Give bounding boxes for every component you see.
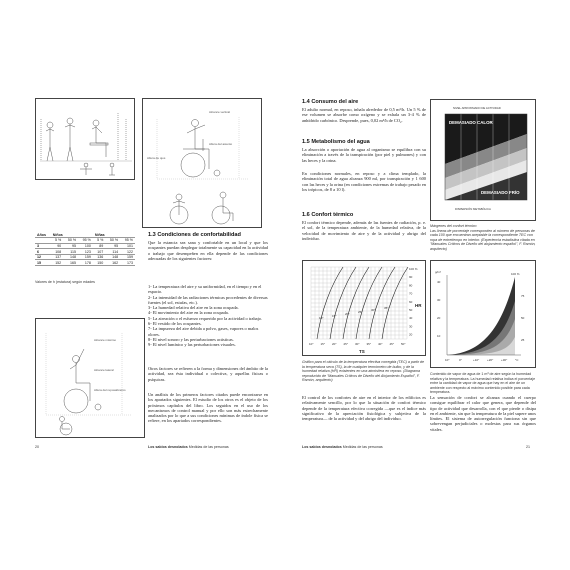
- vapor-curve-label: 100 %: [511, 272, 520, 276]
- table-cell: 148: [105, 254, 120, 260]
- vapor-y-tick: 40: [437, 280, 441, 284]
- tec-ts-tick: 15°: [320, 342, 326, 346]
- section-1-4-text: El adulto normal, en reposo, inhala alrededor de 0,5 m³/h. Un 5 % de ese volumen se absorbe como oxígeno y se exhala un 3-4 % de anhídrido carbónico. Desprende, pues, 0,02 m³/h de CO₂.: [302, 107, 426, 123]
- chart1-top-label: NIVEL APROXIMADO DE ACTIVIDAD: [453, 106, 501, 110]
- vapor-y-tick: 10: [437, 334, 441, 338]
- vapor-x-tick: 10°: [445, 358, 450, 362]
- table-cell: 95: [63, 243, 78, 249]
- section-1-6-text: El confort térmico depende, además de las fuentes de radiación, p. e. el sol, de la temperatura ambiente, de la humedad relativa, de la velocidad de movimiento de aire y de la actividad y abrigo del individuo.: [302, 220, 426, 241]
- header-cell: 50 %: [105, 238, 120, 244]
- section-title-1-5: 1.5 Metabolismo del agua: [302, 139, 370, 145]
- table-cell: 150: [93, 260, 105, 266]
- header-cell: 95 %: [78, 238, 93, 244]
- vapor-curve-label: 50: [521, 316, 525, 320]
- header-cell: 95 %: [120, 238, 135, 244]
- footer-chapter: Medidas de las personas: [342, 445, 383, 449]
- vapor-curve-label: 25: [521, 338, 525, 342]
- vapor-x-tick: +20°: [487, 358, 494, 362]
- chart-tec: [302, 260, 426, 356]
- svg-text:Alcance máximo: Alcance máximo: [94, 338, 117, 342]
- tec-curve-label: 35°: [384, 306, 389, 310]
- figure-wheelchair-top: [142, 98, 262, 228]
- tec-hr-tick: 30: [409, 324, 413, 329]
- figure-wheelchair-bottom: [35, 318, 145, 438]
- table-cell: 173: [120, 260, 135, 266]
- vapor-x-tick: °C: [515, 358, 519, 362]
- header-cell: 5 %: [93, 238, 105, 244]
- chart1-band-bottom-label: DEMASIADO FRÍO: [481, 190, 520, 195]
- height-table: [35, 232, 135, 266]
- table-cell: 90: [51, 243, 63, 249]
- tec-hr-tick: 80: [409, 283, 413, 288]
- list-item: 3- La humedad relativa del aire en la zona ocupada.: [148, 305, 239, 311]
- list-item: 8- El nivel sonoro y las perturbaciones acústicas.: [148, 336, 234, 342]
- comfort-margins-svg: [431, 100, 537, 222]
- chart1-bottom-label: DISPERSIÓN METABÓLICA: [455, 207, 491, 211]
- list-item: 6- El vestido de los ocupantes.: [148, 321, 202, 327]
- chart1-bands: [445, 114, 527, 200]
- chart3-caption: Contenido de vapor de agua de 1 m³ de aire según la humedad relativa y la temperatura. La humedad relativa indica el porcentaje entre la cantidad de vapor de agua que hay en el aire de un ambiente con respecto al máximo contenido posible para cada temperatura.: [430, 372, 536, 395]
- table-cell: 3: [35, 243, 51, 249]
- list-item: 5- La aireación o el esfuerzo requerido por la actividad o trabajo.: [148, 315, 263, 321]
- list-item: 9- El nivel lumínico y las perturbaciones visuales.: [148, 342, 236, 348]
- chart-comfort-margins: [430, 99, 536, 221]
- table-cell: 12: [35, 254, 51, 260]
- section-1-5-text: La absorción o aportación de agua al organismo se equilibra con su eliminación a través de la transpiración (por piel y pulmones) y con las heces y la orina.: [302, 147, 426, 163]
- table-cell: 100: [78, 243, 93, 249]
- footer-book-title: Los sabios desnolados: [302, 445, 342, 449]
- tec-hr-tick: 90: [409, 275, 413, 280]
- right-footer: [302, 445, 383, 449]
- tec-ts-tick: 25°: [343, 342, 349, 346]
- table-cell: 6: [35, 249, 51, 255]
- list-item: 1- La temperatura del aire y su uniformidad, en el tiempo y en el espacio.: [148, 284, 262, 295]
- table-cell: 178: [78, 260, 93, 266]
- vapor-y-tick: 20: [437, 316, 441, 320]
- chart2-caption: Gráfico para el cálculo de la temperatura efectiva corregida (TEC) a partir de la temperatura seca (TS), la de cualquier termómetro de bulbo, y de la humedad relativa (HR) existentes en una atmósfera en reposo. (Diagrama reproducido de "Manuales Críticos de Diseño del Alojamiento Español", F. Ramón, arquitecto): [302, 360, 425, 383]
- table-cell: 159: [78, 254, 93, 260]
- section-1-5-text2: En condiciones normales, en reposo y a clima templado, la eliminación total de agua alcanza 900 ml, por transpiración y 1 600 con las heces y la orina (en condiciones extremas de trabajo pesado en los trópicos, de 8 a 10 l).: [302, 171, 426, 192]
- wheelchair-reach-illustration: [36, 319, 146, 439]
- header-girls: Niñas: [93, 232, 135, 238]
- tec-ts-tick: 35°: [366, 342, 372, 346]
- svg-text:Altura del asiento: Altura del asiento: [209, 142, 233, 146]
- table-cell: 123: [78, 249, 93, 255]
- table-cell: 15: [35, 260, 51, 266]
- svg-text:Altura del reposabrazos: Altura del reposabrazos: [94, 388, 126, 392]
- section-1-6-text2: El control de los confortes de aire en el interior de los edificios es relativamente sencillo, por lo que la situación de confort térmico depende de la temperatura efectiva corregida —que es el índice más significativo de la apreciación fisiológica y subjetiva de la temperatura— de la actividad y del abrigo del individuo.: [302, 395, 426, 422]
- list-item: 2- La intensidad de las radiaciones térmicas procedentes de diversas fuentes (el sol, estufas, etc.).: [148, 294, 268, 305]
- tec-right-axis-label: HR: [415, 303, 422, 308]
- section-title-1-3: 1.3 Condiciones de confortabilidad: [148, 232, 241, 238]
- vapor-curve-label: 75: [521, 294, 525, 298]
- tec-ts-tick: 50°: [401, 342, 406, 346]
- tec-x-label: TS: [359, 349, 365, 354]
- table-cell: 152: [51, 260, 63, 266]
- svg-text:Alcance lateral: Alcance lateral: [94, 368, 114, 372]
- header-cell: 50 %: [63, 238, 78, 244]
- table-cell: 137: [51, 254, 63, 260]
- vapor-chart-svg: [431, 261, 537, 369]
- header-cell: 5 %: [51, 238, 63, 244]
- wheelchair-illustration: [143, 99, 263, 229]
- figure-children-heights: [35, 98, 135, 180]
- table-cell: 95: [105, 243, 120, 249]
- footer-chapter: Medidas de las personas: [188, 445, 229, 449]
- header-boys: Niños: [51, 232, 93, 238]
- vapor-y-label: g/m³: [435, 270, 441, 274]
- section-1-3-para3: Un análisis de los primeros factores citados puede encontrarse en los apartados siguientes. El estudio de los otros es el objeto de los próximos capítulos del libro. Los seguidos en el uso de los mecanismos de control manual y por ello son más estrechamente analizados por lo que a sus condiciones mínimas de índole física se refiere, en los apartados correspondientes.: [148, 392, 268, 424]
- chart-vapor: [430, 260, 536, 368]
- tec-hr-tick: 70: [409, 291, 413, 296]
- section-1-3-intro: Que la estancia sea sana y confortable en un local y que los ocupantes puedan desplegar totalmente su capacidad en la actividad o trabajo que desempeñen en ella depende de las condiciones adecuadas de los siguientes factores:: [148, 240, 268, 261]
- chart1-caption: Márgenes del confort térmico Las líneas de porcentaje corresponden al número de personas de cada 100 que encuentran aceptable la correspondiente TEC con ropa de entretiempo en interior. (Experiencia estadística citada en "Manuales Críticos de Diseño del alojamiento español", F. Ramón, arquitecto): [430, 224, 536, 251]
- table-caption: Valores de h (estatura) según edades: [35, 280, 95, 284]
- tec-curve-label: 25°: [358, 310, 363, 314]
- tec-hr-tick: 60: [409, 299, 413, 304]
- table-cell: 115: [63, 249, 78, 255]
- left-footer: [148, 445, 229, 449]
- table-cell: 101: [120, 243, 135, 249]
- children-illustration: [36, 99, 136, 181]
- tec-chart-svg: [303, 261, 427, 357]
- section-title-1-4: 1.4 Consumo del aire: [302, 99, 359, 105]
- section-title-1-6: 1.6 Confort térmico: [302, 212, 354, 218]
- table-cell: 108: [51, 249, 63, 255]
- list-item: 7- La impureza del aire debida a polvo, gases, vapores o malos olores.: [148, 326, 259, 337]
- tec-hr-tick: 100 %: [409, 267, 418, 271]
- tec-curve-label: 15°: [332, 314, 337, 318]
- tec-ts-tick: 20°: [332, 342, 337, 346]
- right-page-number: 21: [526, 445, 530, 449]
- chart1-band-top-label: DEMASIADO CALOR: [449, 120, 493, 125]
- vapor-bands: [447, 277, 515, 355]
- table-cell: 114: [105, 249, 120, 255]
- header-age: Años: [35, 232, 51, 238]
- list-item: 4- El movimiento del aire en la zona ocupada.: [148, 310, 229, 316]
- tec-hr-tick: 40: [409, 316, 413, 321]
- section-1-3-para2: Otros factores se refieren a la forma y dimensiones del ámbito de la actividad, sea ésta individual o colectiva, y aquellas físicas o psíquicas.: [148, 366, 268, 382]
- table-cell: 89: [93, 243, 105, 249]
- table-row: [35, 260, 135, 266]
- table-cell: 162: [105, 260, 120, 266]
- table-cell: 159: [120, 254, 135, 260]
- svg-text:Alcance vertical: Alcance vertical: [209, 110, 231, 114]
- tec-ts-tick: 10°: [309, 342, 314, 346]
- tec-curve-label: 10°: [319, 316, 324, 320]
- table-cell: 122: [120, 249, 135, 255]
- tec-ts-tick: 40°: [378, 342, 383, 346]
- vapor-y-tick: 30: [437, 298, 441, 302]
- table-cell: 136: [93, 254, 105, 260]
- comfort-factors-list: [148, 284, 268, 348]
- tec-ts-tick: 45°: [389, 342, 395, 346]
- vapor-x-tick: +10°: [473, 358, 480, 362]
- tec-curve-label: 20°: [345, 312, 350, 316]
- vapor-x-tick: 0°: [459, 358, 462, 362]
- table-cell: 148: [63, 254, 78, 260]
- tec-curve-label: 30°: [371, 308, 376, 312]
- tec-hr-tick: 50: [409, 308, 413, 312]
- svg-text:Altura de ojos: Altura de ojos: [147, 156, 166, 160]
- footer-book-title: Los sabios desnolados: [148, 445, 188, 449]
- section-1-6-text3: La sensación de confort se alcanza cuando el cuerpo consigue equilibrar el calor que genera, que depende del tipo de actividad que desarrolla, con el que pierde o disipa en el ambiente, sin que la temperatura de la piel supere unos límites. El sistema de autorregulación funciona sin que sobrevengan perjudiciales o molestas para sus órganos vitales.: [430, 395, 536, 432]
- vapor-x-tick: +30°: [501, 358, 508, 362]
- table-cell: 165: [63, 260, 78, 266]
- tec-hr-tick: 20: [409, 332, 413, 337]
- table-cell: 107: [93, 249, 105, 255]
- left-page-number: 20: [35, 445, 39, 449]
- tec-ts-tick: 30°: [355, 342, 360, 346]
